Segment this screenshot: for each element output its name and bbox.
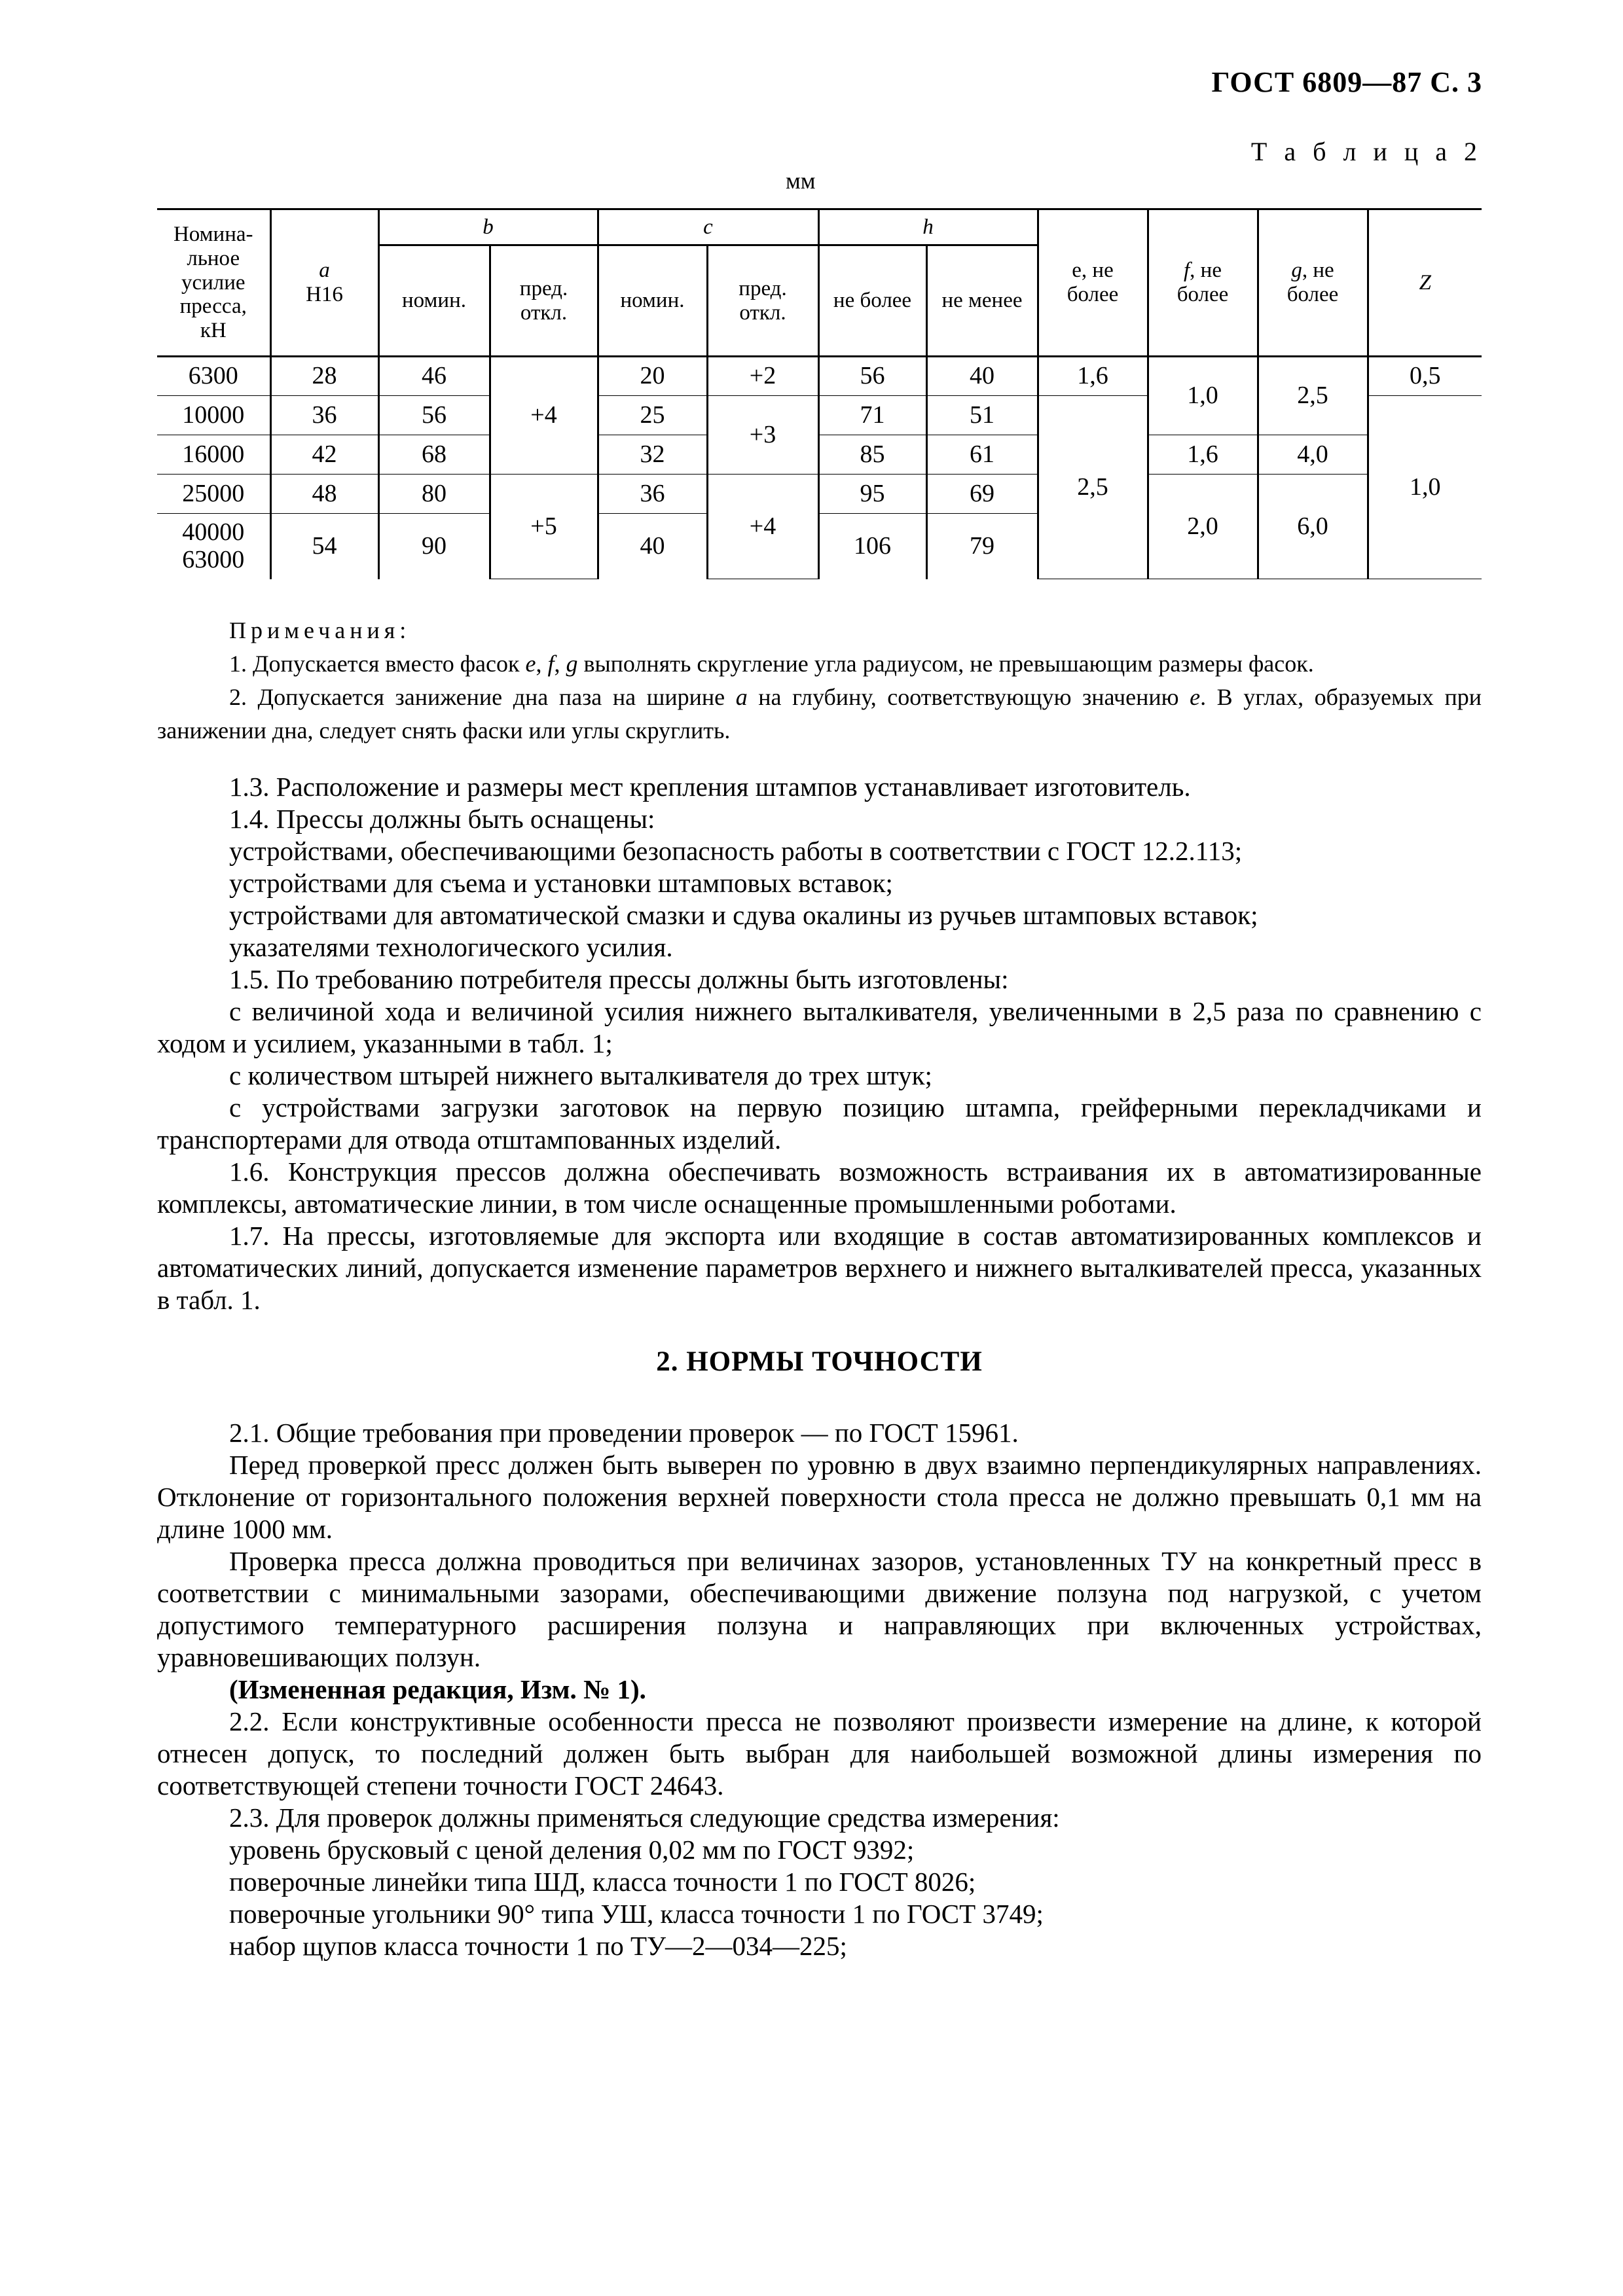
cell-h-min: 51 (926, 396, 1038, 435)
cell-b-tol: +5 (490, 475, 598, 579)
cell-a: 42 (270, 435, 378, 475)
cell-c-nom: 20 (598, 357, 707, 396)
table-row (157, 475, 1482, 514)
cell-a: 54 (270, 514, 378, 579)
header-nominal-force: Номина- льное усилие пресса, кН (157, 209, 270, 357)
cell-b-nom: 90 (378, 514, 490, 579)
parameters-table (157, 208, 1482, 579)
cell-a: 36 (270, 396, 378, 435)
cell-h-min: 40 (926, 357, 1038, 396)
cell-h-max: 106 (818, 514, 926, 579)
paragraph-1-7: 1.7. На прессы, изготовляемые для экспорта или входящие в состав автоматизированных комплексов и автоматических линий, допускается изменение параметров верхнего и нижнего выталкивателей пресса, указанных в табл. 1. (157, 1221, 1482, 1315)
cell-g: 4,0 (1258, 435, 1368, 475)
cell-b-nom: 80 (378, 475, 490, 514)
cell-h-max: 71 (818, 396, 926, 435)
cell-force: 16000 (157, 435, 270, 475)
header-g: g, не более (1258, 209, 1368, 357)
table-label: Т а б л и ц а 2 (1250, 137, 1482, 166)
cell-c-nom: 36 (598, 475, 707, 514)
cell-force: 25000 (157, 475, 270, 514)
cell-e: 2,5 (1038, 396, 1148, 579)
cell-b-nom: 46 (378, 357, 490, 396)
header-h-max: не более (818, 245, 926, 357)
paragraph-2-1-c: Проверка пресса должна проводиться при величинах зазоров, установленных ТУ на конкретный пресс в соответствии с минимальными зазорами, обеспечивающими движение ползуна под нагрузкой, с учетом допустимого температурного расширения ползуна и направляющих при включенных устройствах, уравновешивающих ползун. (157, 1546, 1482, 1672)
cell-force: 6300 (157, 357, 270, 396)
notes-heading: Примечания: (229, 617, 411, 643)
table-notes (157, 614, 1482, 747)
cell-h-min: 79 (926, 514, 1038, 579)
cell-b-nom: 56 (378, 396, 490, 435)
list-item: поверочные угольники 90° типа УШ, класса точности 1 по ГОСТ 3749; (229, 1899, 1044, 1929)
note-2: 2. Допускается занижение дна паза на ширине а на глубину, соответствующую значению е. В углах, образуемых при занижении дна, следует снять фаски или углы скруглить. (157, 684, 1482, 744)
cell-a: 48 (270, 475, 378, 514)
paragraph-1-3: 1.3. Расположение и размеры мест крепления штампов устанавливает изготовитель. (229, 772, 1191, 802)
cell-c-nom: 32 (598, 435, 707, 475)
header-f: f, не более (1148, 209, 1258, 357)
header-b-tol: пред. откл. (490, 245, 598, 357)
list-item: указателями технологического усилия. (229, 932, 673, 962)
cell-g: 6,0 (1258, 475, 1368, 579)
list-item: с устройствами загрузки заготовок на первую позицию штампа, грейферными перекладчиками и транспортерами для отвода отштампованных изделий. (157, 1092, 1482, 1155)
cell-e: 1,6 (1038, 357, 1148, 396)
cell-z: 1,0 (1368, 396, 1482, 579)
list-item: устройствами для съема и установки штамповых вставок; (229, 868, 893, 898)
header-c-tol: пред. откл. (707, 245, 818, 357)
header-e: е, не более (1038, 209, 1148, 357)
note-1: 1. Допускается вместо фасок е, f, g выполнять скругление угла радиусом, не превышающим размеры фасок. (229, 651, 1314, 677)
paragraph-1-6: 1.6. Конструкция прессов должна обеспечивать возможность встраивания их в автоматизированные комплексы, автоматические линии, в том числе оснащенные промышленными роботами. (157, 1157, 1482, 1219)
paragraph-2-3: 2.3. Для проверок должны применяться следующие средства измерения: (229, 1803, 1060, 1833)
cell-z: 0,5 (1368, 357, 1482, 396)
list-item: с величиной хода и величиной усилия нижнего выталкивателя, увеличенными в 2,5 раза по сравнению с ходом и усилием, указанными в табл. 1; (157, 996, 1482, 1058)
header-b: b (378, 209, 598, 245)
header-b-nom: номин. (378, 245, 490, 357)
header-c-nom: номин. (598, 245, 707, 357)
list-item: уровень брусковый с ценой деления 0,02 мм по ГОСТ 9392; (229, 1835, 915, 1865)
paragraph-2-1-b: Перед проверкой пресс должен быть выверен по уровню в двух взаимно перпендикулярных направлениях. Отклонение от горизонтального положения верхней поверхности стола пресса не должно превышать 0,1 мм на длине 1000 мм. (157, 1450, 1482, 1544)
paragraph-1-5: 1.5. По требованию потребителя прессы должны быть изготовлены: (229, 964, 1009, 994)
cell-h-min: 69 (926, 475, 1038, 514)
cell-h-min: 61 (926, 435, 1038, 475)
cell-c-nom: 25 (598, 396, 707, 435)
table-row (157, 357, 1482, 396)
cell-f: 1,0 (1148, 357, 1258, 435)
paragraph-2-2: 2.2. Если конструктивные особенности пресса не позволяют произвести измерение на длине, к которой отнесен допуск, то последний должен быть выбран для наибольшей возможной длины измерения по соответствующей степени точности ГОСТ 24643. (157, 1706, 1482, 1801)
list-item: поверочные линейки типа ШД, класса точности 1 по ГОСТ 8026; (229, 1867, 976, 1897)
units-label: мм (786, 168, 816, 194)
cell-h-max: 95 (818, 475, 926, 514)
header-c: c (598, 209, 818, 245)
paragraph-2-1: 2.1. Общие требования при проведении проверок — по ГОСТ 15961. (229, 1418, 1019, 1448)
cell-b-tol: +4 (490, 357, 598, 475)
list-item: устройствами для автоматической смазки и сдува окалины из ручьев штамповых вставок; (229, 900, 1258, 930)
cell-h-max: 56 (818, 357, 926, 396)
header-h-min: не менее (926, 245, 1038, 357)
table-row (157, 435, 1482, 475)
list-item: набор щупов класса точности 1 по ТУ—2—034—225; (229, 1931, 847, 1961)
header-z: Z (1368, 209, 1482, 357)
cell-f: 2,0 (1148, 475, 1258, 579)
cell-force: 10000 (157, 396, 270, 435)
cell-c-tol: +3 (707, 396, 818, 475)
amendment-note: (Измененная редакция, Изм. № 1). (229, 1674, 646, 1704)
header-h: h (818, 209, 1038, 245)
paragraph-1-4: 1.4. Прессы должны быть оснащены: (229, 804, 655, 834)
list-item: с количеством штырей нижнего выталкивателя до трех штук; (229, 1060, 932, 1090)
cell-g: 2,5 (1258, 357, 1368, 435)
cell-force: 40000 63000 (157, 514, 270, 579)
list-item: устройствами, обеспечивающими безопасность работы в соответствии с ГОСТ 12.2.113; (229, 836, 1243, 866)
page-header: ГОСТ 6809—87 С. 3 (1211, 66, 1482, 98)
cell-c-tol: +2 (707, 357, 818, 396)
cell-f: 1,6 (1148, 435, 1258, 475)
section-title: 2. НОРМЫ ТОЧНОСТИ (656, 1346, 983, 1377)
cell-c-nom: 40 (598, 514, 707, 579)
cell-c-tol: +4 (707, 475, 818, 579)
cell-a: 28 (270, 357, 378, 396)
document-body (157, 771, 1482, 1962)
cell-h-max: 85 (818, 435, 926, 475)
cell-b-nom: 68 (378, 435, 490, 475)
header-a: a Н16 (270, 209, 378, 357)
